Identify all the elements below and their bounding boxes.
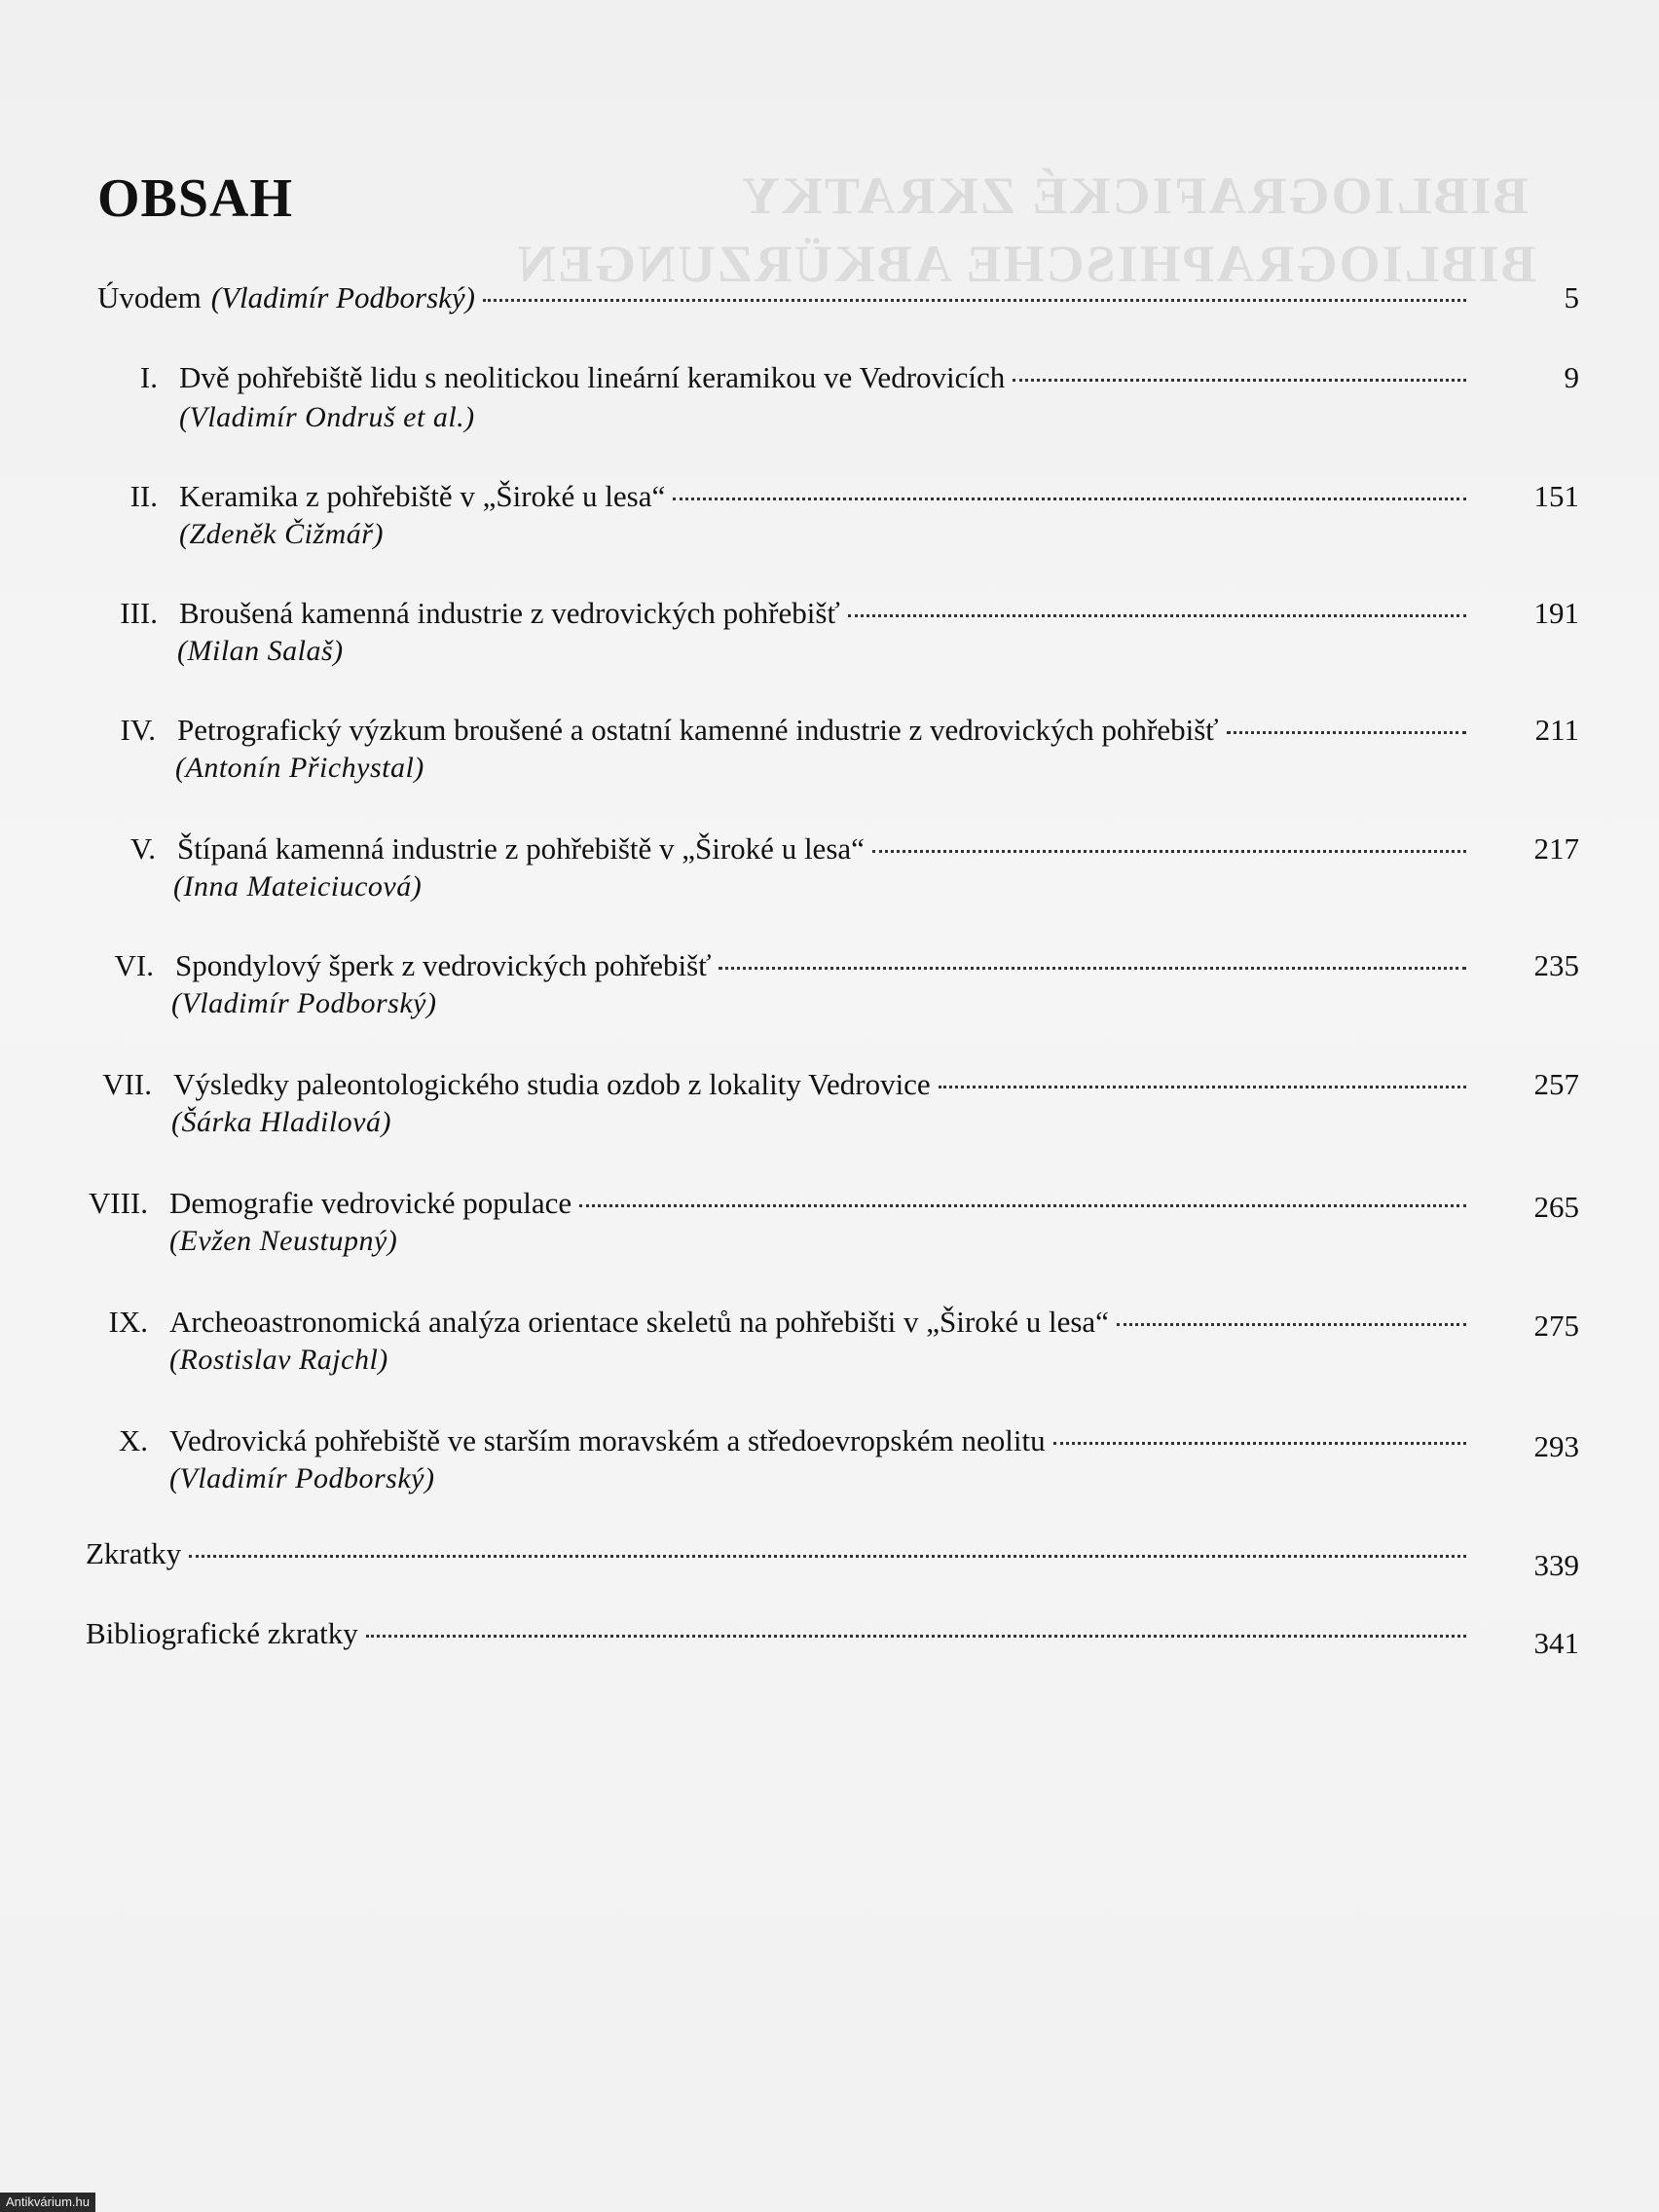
chapter-numeral: V. (129, 831, 156, 866)
chapter-numeral: I. (139, 360, 158, 394)
chapter-author: (Zdeněk Čižmář) (179, 518, 384, 550)
chapter-page: 265 (1533, 1190, 1579, 1224)
dot-leader (579, 1204, 1466, 1207)
chapter-author: (Vladimír Podborský) (169, 1462, 435, 1494)
abbreviations-title: Zkratky (86, 1536, 182, 1570)
toc-chapter-row[interactable] (95, 831, 1474, 874)
chapter-numeral: II. (129, 479, 158, 513)
toc-chapter-row[interactable] (88, 1423, 1474, 1466)
chapter-page: 191 (1533, 596, 1579, 630)
bleed-through-heading: ВІВLІОGRAFICKÉ ZKRATKY (740, 166, 1529, 225)
toc-intro-row[interactable] (97, 280, 1474, 323)
chapter-title: Demografie vedrovické populace (169, 1186, 572, 1220)
bleed-through-subheading: BIBLIOGRAPHISCHE ABKÜRZUNGEN (516, 235, 1536, 293)
chapter-numeral: IV. (120, 713, 156, 747)
chapter-page: 257 (1533, 1067, 1579, 1101)
dot-leader (848, 614, 1466, 617)
chapter-page: 235 (1533, 948, 1579, 982)
dot-leader (1227, 731, 1466, 734)
page-title: OBSAH (97, 168, 294, 229)
chapter-page: 275 (1533, 1309, 1579, 1343)
dot-leader (366, 1635, 1466, 1638)
toc-intro-label: Úvodem (97, 280, 202, 314)
chapter-numeral: X. (118, 1423, 148, 1457)
toc-chapter-row[interactable] (88, 1186, 1474, 1229)
chapter-author: (Vladimír Podborský) (171, 987, 437, 1019)
chapter-author: (Šárka Hladilová) (171, 1106, 391, 1138)
chapter-page: 9 (1564, 360, 1579, 394)
dot-leader (1053, 1442, 1466, 1445)
toc-chapter-row[interactable] (97, 360, 1474, 403)
bibliography-title: Bibliografické zkratky (86, 1616, 358, 1650)
dot-leader (673, 498, 1466, 500)
dot-leader (719, 967, 1466, 970)
chapter-title: Výsledky paleontologického studia ozdob z lokality Vedrovice (173, 1067, 931, 1101)
chapter-page: 293 (1533, 1429, 1579, 1463)
chapter-author: (Vladimír Ondruš et al.) (179, 401, 475, 433)
chapter-title: Spondylový šperk z vedrovických pohřebišť (175, 948, 712, 982)
chapter-numeral: III. (120, 596, 158, 630)
chapter-author: (Milan Salaš) (177, 635, 344, 667)
toc-chapter-row[interactable] (88, 1305, 1474, 1347)
dot-leader (189, 1555, 1466, 1558)
chapter-title: Broušená kamenná industrie z vedrovických pohřebišť (179, 596, 840, 630)
chapter-page: 151 (1533, 479, 1579, 513)
chapter-author: (Inna Mateiciucová) (173, 870, 423, 903)
dot-leader (872, 850, 1466, 853)
chapter-title: Dvě pohřebiště lidu s neolitickou lineární keramikou ve Vedrovicích (179, 360, 1006, 394)
chapter-title: Petrografický výzkum broušené a ostatní kamenné industrie z vedrovických pohřebišť (177, 713, 1219, 747)
chapter-author: (Antonín Přichystal) (175, 752, 424, 784)
chapter-author: (Rostislav Rajchl) (169, 1344, 388, 1376)
chapter-numeral: IX. (108, 1305, 148, 1339)
dot-leader (1013, 379, 1466, 382)
bibliography-page: 341 (1533, 1626, 1579, 1660)
toc-chapter-row[interactable] (95, 713, 1474, 756)
chapter-numeral: VII. (102, 1067, 152, 1101)
dot-leader (1117, 1323, 1466, 1326)
chapter-title: Štípaná kamenná industrie z pohřebiště v „Široké u lesa“ (177, 831, 865, 866)
abbreviations-page: 339 (1533, 1548, 1579, 1582)
chapter-page: 217 (1533, 831, 1579, 866)
dot-leader (939, 1086, 1466, 1088)
toc-intro-author: (Vladimír Podborský) (210, 280, 475, 314)
toc-abbreviations-row[interactable] (86, 1536, 1474, 1579)
chapter-title: Vedrovická pohřebiště ve starším moravském a středoevropském neolitu (169, 1423, 1046, 1457)
chapter-numeral: VI. (114, 948, 154, 982)
toc-bibliography-row[interactable] (86, 1616, 1474, 1659)
toc-chapter-row[interactable] (97, 596, 1474, 639)
toc-chapter-row[interactable] (92, 1067, 1474, 1110)
dot-leader (483, 299, 1466, 302)
toc-chapter-row[interactable] (97, 479, 1474, 522)
chapter-title: Archeoastronomická analýza orientace skeletů na pohřebišti v „Široké u lesa“ (169, 1305, 1109, 1339)
chapter-title: Keramika z pohřebiště v „Široké u lesa“ (179, 479, 666, 513)
toc-intro-page: 5 (1564, 280, 1579, 314)
chapter-numeral: VIII. (88, 1186, 148, 1220)
chapter-author: (Evžen Neustupný) (169, 1225, 398, 1257)
toc-chapter-row[interactable] (93, 948, 1474, 991)
chapter-page: 211 (1534, 713, 1579, 747)
watermark-logo: Antikvárium.hu (0, 2193, 95, 2212)
